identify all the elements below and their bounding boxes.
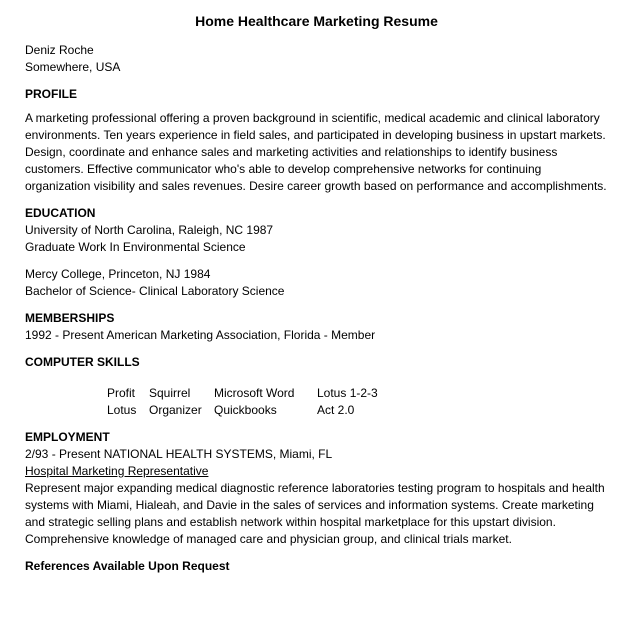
skill-item: Act 2.0 bbox=[317, 403, 355, 417]
skill-item: Organizer bbox=[149, 403, 202, 417]
education-school: University of North Carolina, Raleigh, NC 1987 bbox=[25, 223, 274, 237]
skill-item: Lotus 1-2-3 bbox=[317, 386, 378, 400]
employment-period-employer: 2/93 - Present NATIONAL HEALTH SYSTEMS, Miami, FL bbox=[25, 447, 333, 461]
profile-body: A marketing professional offering a proven background in scientific, medical academic and clinical laboratory environments. Ten years experience in field sales, and participated in developing business in upstart markets. Design, coordinate and enhance sales and marketing activities and relationships to identify business customers. Effective communicator who's able to develop comprehensive networks for continuing organization visibility and sales revenues. Desire career growth based on performance and accomplishments. bbox=[25, 111, 607, 193]
profile-heading: PROFILE bbox=[25, 87, 78, 101]
references-heading: References Available Upon Request bbox=[25, 559, 230, 573]
contact-block bbox=[25, 42, 608, 76]
skill-item: Squirrel bbox=[149, 386, 191, 400]
computer-skills-heading: COMPUTER SKILLS bbox=[25, 355, 140, 369]
skill-item: Lotus bbox=[107, 403, 137, 417]
skill-item: Profit bbox=[107, 386, 136, 400]
education-degree: Graduate Work In Environmental Science bbox=[25, 240, 246, 254]
memberships-body: 1992 - Present American Marketing Association, Florida - Member bbox=[25, 328, 376, 342]
employment-heading: EMPLOYMENT bbox=[25, 430, 110, 444]
memberships-heading: MEMBERSHIPS bbox=[25, 311, 115, 325]
education-section bbox=[25, 205, 608, 300]
document-title: Home Healthcare Marketing Resume bbox=[195, 13, 438, 29]
education-entry bbox=[25, 266, 608, 300]
employment-section bbox=[25, 429, 608, 548]
profile-section bbox=[25, 86, 608, 195]
contact-location: Somewhere, USA bbox=[25, 60, 121, 74]
education-degree: Bachelor of Science- Clinical Laboratory Science bbox=[25, 284, 285, 298]
skills-row bbox=[107, 385, 608, 402]
education-heading: EDUCATION bbox=[25, 206, 96, 220]
employment-description: Represent major expanding medical diagnostic reference laboratories testing program to hospitals and health systems with Miami, Hialeah, and Davie in the sales of services and information systems. Create marketing and strategic selling plans and establish network within hospital marketplace for this upstart division. Comprehensive knowledge of managed care and physician group, and clinical trials market. bbox=[25, 481, 605, 546]
contact-name: Deniz Roche bbox=[25, 43, 94, 57]
skills-row bbox=[107, 402, 608, 419]
education-school: Mercy College, Princeton, NJ 1984 bbox=[25, 267, 211, 281]
employment-job-title: Hospital Marketing Representative bbox=[25, 464, 209, 478]
computer-skills-section bbox=[25, 354, 608, 419]
skill-item: Microsoft Word bbox=[214, 386, 295, 400]
education-entry bbox=[25, 222, 608, 256]
computer-skills-table bbox=[107, 385, 608, 419]
skill-item: Quickbooks bbox=[214, 403, 277, 417]
memberships-section bbox=[25, 310, 608, 344]
